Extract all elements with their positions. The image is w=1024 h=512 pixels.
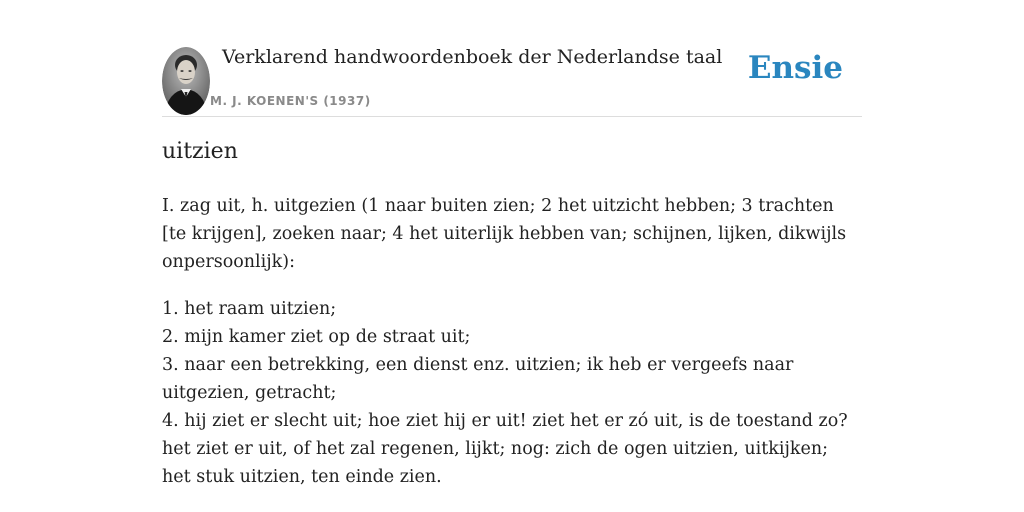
author-portrait	[162, 47, 210, 115]
entry-definition: I. zag uit, h. uitgezien (1 naar buiten zien; 2 het uitzicht hebben; 3 trachten [te krijgen], zoeken naar; 4 het uiterlijk hebben van; schijnen, lijken, dikwijls onpersoonlijk):	[162, 196, 847, 272]
example-list	[162, 295, 852, 491]
header	[162, 44, 862, 117]
ensie-logo[interactable]: Ensie	[747, 50, 843, 86]
example-item: 2. mijn kamer ziet op de straat uit;	[162, 327, 471, 347]
entry-body	[162, 192, 852, 491]
example-item: 3. naar een betrekking, een dienst enz. uitzien; ik heb er vergeefs naar uitgezien, getracht;	[162, 355, 794, 403]
author-label: M. J. KOENEN'S (1937)	[210, 94, 371, 108]
book-title[interactable]: Verklarend handwoordenboek der Nederlandse taal	[222, 46, 723, 68]
entry-headword: uitzien	[162, 139, 238, 164]
example-item: 1. het raam uitzien;	[162, 299, 337, 319]
author-portrait-image	[162, 47, 210, 115]
example-item: 4. hij ziet er slecht uit; hoe ziet hij er uit! ziet het er zó uit, is de toestand zo? het ziet er uit, of het zal regenen, lijkt; nog: zich de ogen uitzien, uitkijken; het stuk uitzien, ten einde zien.	[162, 411, 848, 487]
